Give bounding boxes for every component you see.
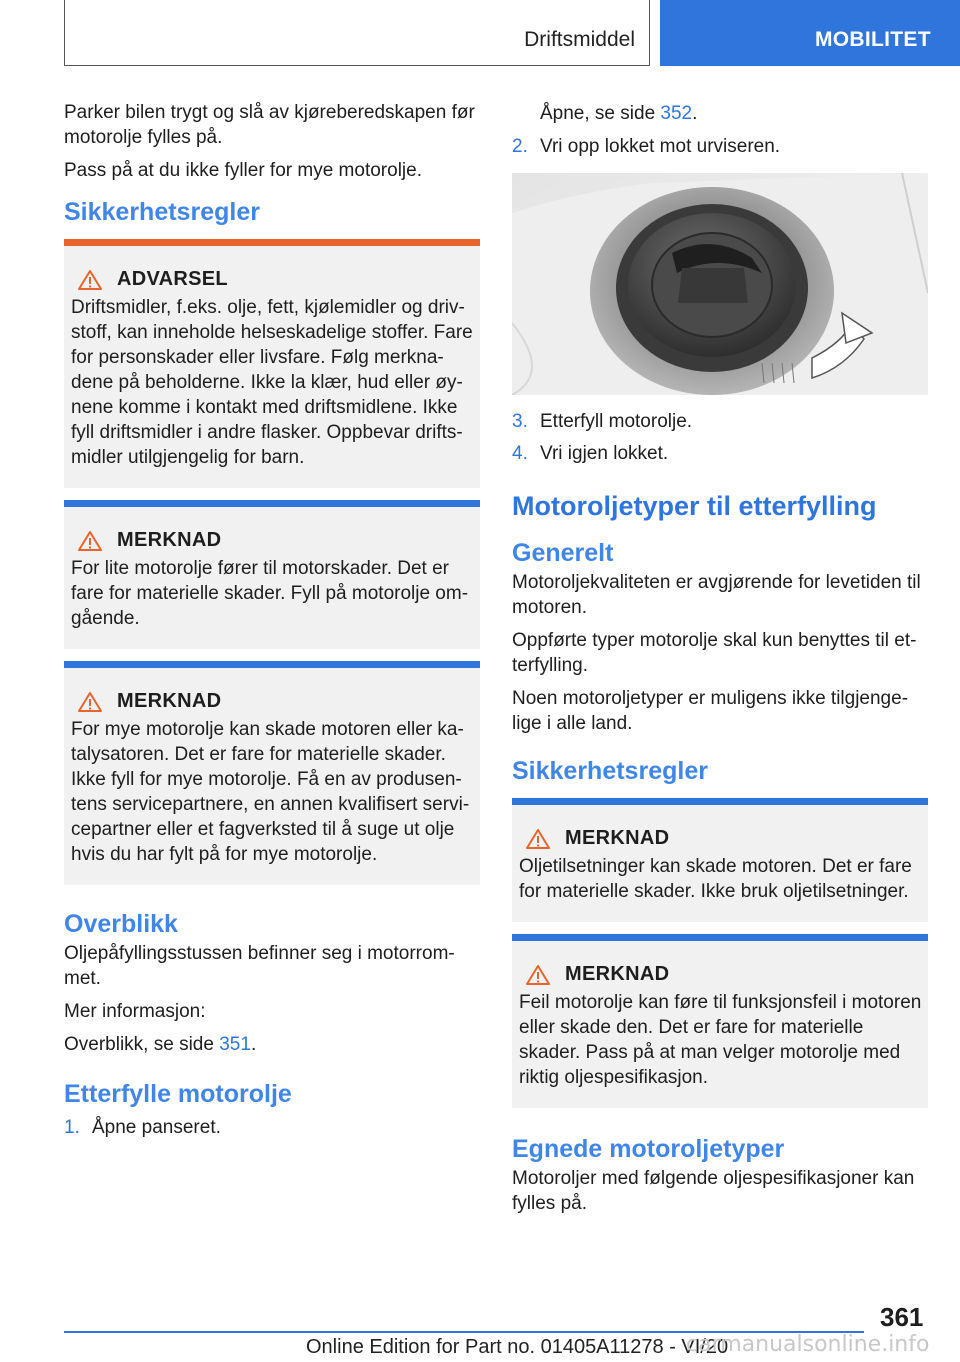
note-box-title-row [519,963,922,986]
heading-general: Generelt [512,539,614,567]
note-box-title: MERKNAD [117,690,222,712]
page-number: 361 [880,1302,924,1332]
note-box-low-oil [64,500,480,649]
warning-box-text: Driftsmidler, f.eks. olje, fett, kjølemidler og drivstoff, kan inneholde helseskadelige stoffer. Fare for personskader eller livsfare. Følg merknadene på beholderne. Ikke la klær, hud eller øynene komme i kontakt med driftsmidlene. Ikke fyll driftsmidler i andre flasker. Oppbevar driftsmidler utilgjengelig for barn. [71,297,473,468]
note-box-text: For lite motorolje fører til motorskader. Det er fare for materielle skader. Fyll på motorolje omgående. [71,558,469,629]
step-text: Åpne panseret. [92,1117,221,1138]
suitable-paragraph: Motoroljer med følgende oljespesifikasjoner kan fylles på. [512,1168,915,1214]
warning-triangle-icon [77,691,103,713]
intro-paragraph-1: Parker bilen trygt og slå av kjøreberedskapen før motorolje fylles på. [64,102,475,148]
reference-text: Overblikk, se side [64,1034,220,1055]
warning-triangle-icon [77,530,103,552]
note-box-text: Oljetilsetninger kan skade motoren. Det er fare for materielle skader. Ikke bruk oljetilsetninger. [519,856,912,902]
more-info-label: Mer informasjon: [64,1001,206,1022]
warning-box-title-row [71,268,474,291]
note-box-title-row [71,690,474,713]
step1-continuation [512,101,928,126]
step-text: Vri opp lokket mot urviseren. [540,136,781,157]
warning-box-title: ADVARSEL [117,268,228,290]
right-column [512,101,928,1224]
heading-refill-oil: Etterfylle motorolje [64,1080,292,1108]
note-box-text: For mye motorolje kan skade motoren eller katalysatoren. Det er fare for materielle skader. Ikke fyll for mye motorolje. Få en av produsentens servicepartnere, en annen kvalifisert servicepartner eller et fagverksted til å suge ut olje hvis du har fylt på for mye motorolje. [71,719,470,865]
note-box-too-much-oil [64,661,480,885]
note-box-title: MERKNAD [565,827,670,849]
page-link-351[interactable]: 351 [219,1034,251,1055]
step-text: Etterfyll motorolje. [540,411,693,432]
warning-triangle-icon [77,269,103,291]
warning-triangle-icon [525,964,551,986]
general-paragraph-1: Motoroljekvaliteten er avgjørende for levetiden til motoren. [512,572,921,618]
reference-suffix: . [250,1034,257,1055]
heading-oil-types: Motoroljetyper til etterfylling [512,491,877,521]
note-box-wrong-oil [512,934,928,1108]
note-box-title-row [519,827,922,850]
left-column [64,100,480,1147]
footer-edition: Online Edition for Part no. 01405A11278 - VI/20 [306,1336,729,1358]
note-box-title: MERKNAD [117,529,222,551]
general-paragraph-3: Noen motoroljetyper er muligens ikke tilgjengelige i alle land. [512,688,909,734]
general-paragraph-2: Oppførte typer motorolje skal kun benyttes til etterfylling. [512,630,917,676]
overview-reference [64,1032,480,1057]
note-box-title-row [71,529,474,552]
heading-safety-rules-right: Sikkerhetsregler [512,757,708,785]
reference-text: Åpne, se side [540,103,661,124]
reference-suffix: . [692,103,698,124]
header-section-box [64,0,650,66]
step-number: 1. [64,1117,80,1138]
watermark: carmanualsonline.info [686,1332,930,1357]
page-link-352[interactable]: 352 [660,103,693,124]
overview-paragraph: Oljepåfyllingsstussen befinner seg i motorrommet. [64,943,455,989]
warning-triangle-icon [525,828,551,850]
header-tab-label: MOBILITET [815,28,931,51]
oil-filler-cap-photo [512,173,928,395]
note-box-text: Feil motorolje kan føre til funksjonsfeil i motoren eller skade den. Det er fare for materielle skader. Pass på at man velger motorolje med riktig oljespesifikasjon. [519,992,922,1088]
step-number: 3. [512,411,528,432]
list-item [64,1115,480,1140]
list-item [512,441,928,466]
refill-steps-list-cont [512,134,928,159]
heading-suitable-oil-types: Egnede motoroljetyper [512,1135,785,1163]
header-tab-mobilitet[interactable] [660,0,960,66]
step-text: Vri igjen lokket. [540,443,669,464]
heading-overview: Overblikk [64,910,178,938]
refill-steps-list-end [512,409,928,466]
warning-box [64,239,480,488]
list-item [512,409,928,434]
step-number: 2. [512,136,528,157]
refill-steps-list [64,1115,480,1140]
note-box-title: MERKNAD [565,963,670,985]
note-box-additives [512,798,928,922]
header-section-title: Driftsmiddel [524,28,635,51]
step-number: 4. [512,443,528,464]
heading-safety-rules: Sikkerhetsregler [64,198,260,226]
intro-paragraph-2: Pass på at du ikke fyller for mye motorolje. [64,160,422,181]
list-item [512,134,928,159]
